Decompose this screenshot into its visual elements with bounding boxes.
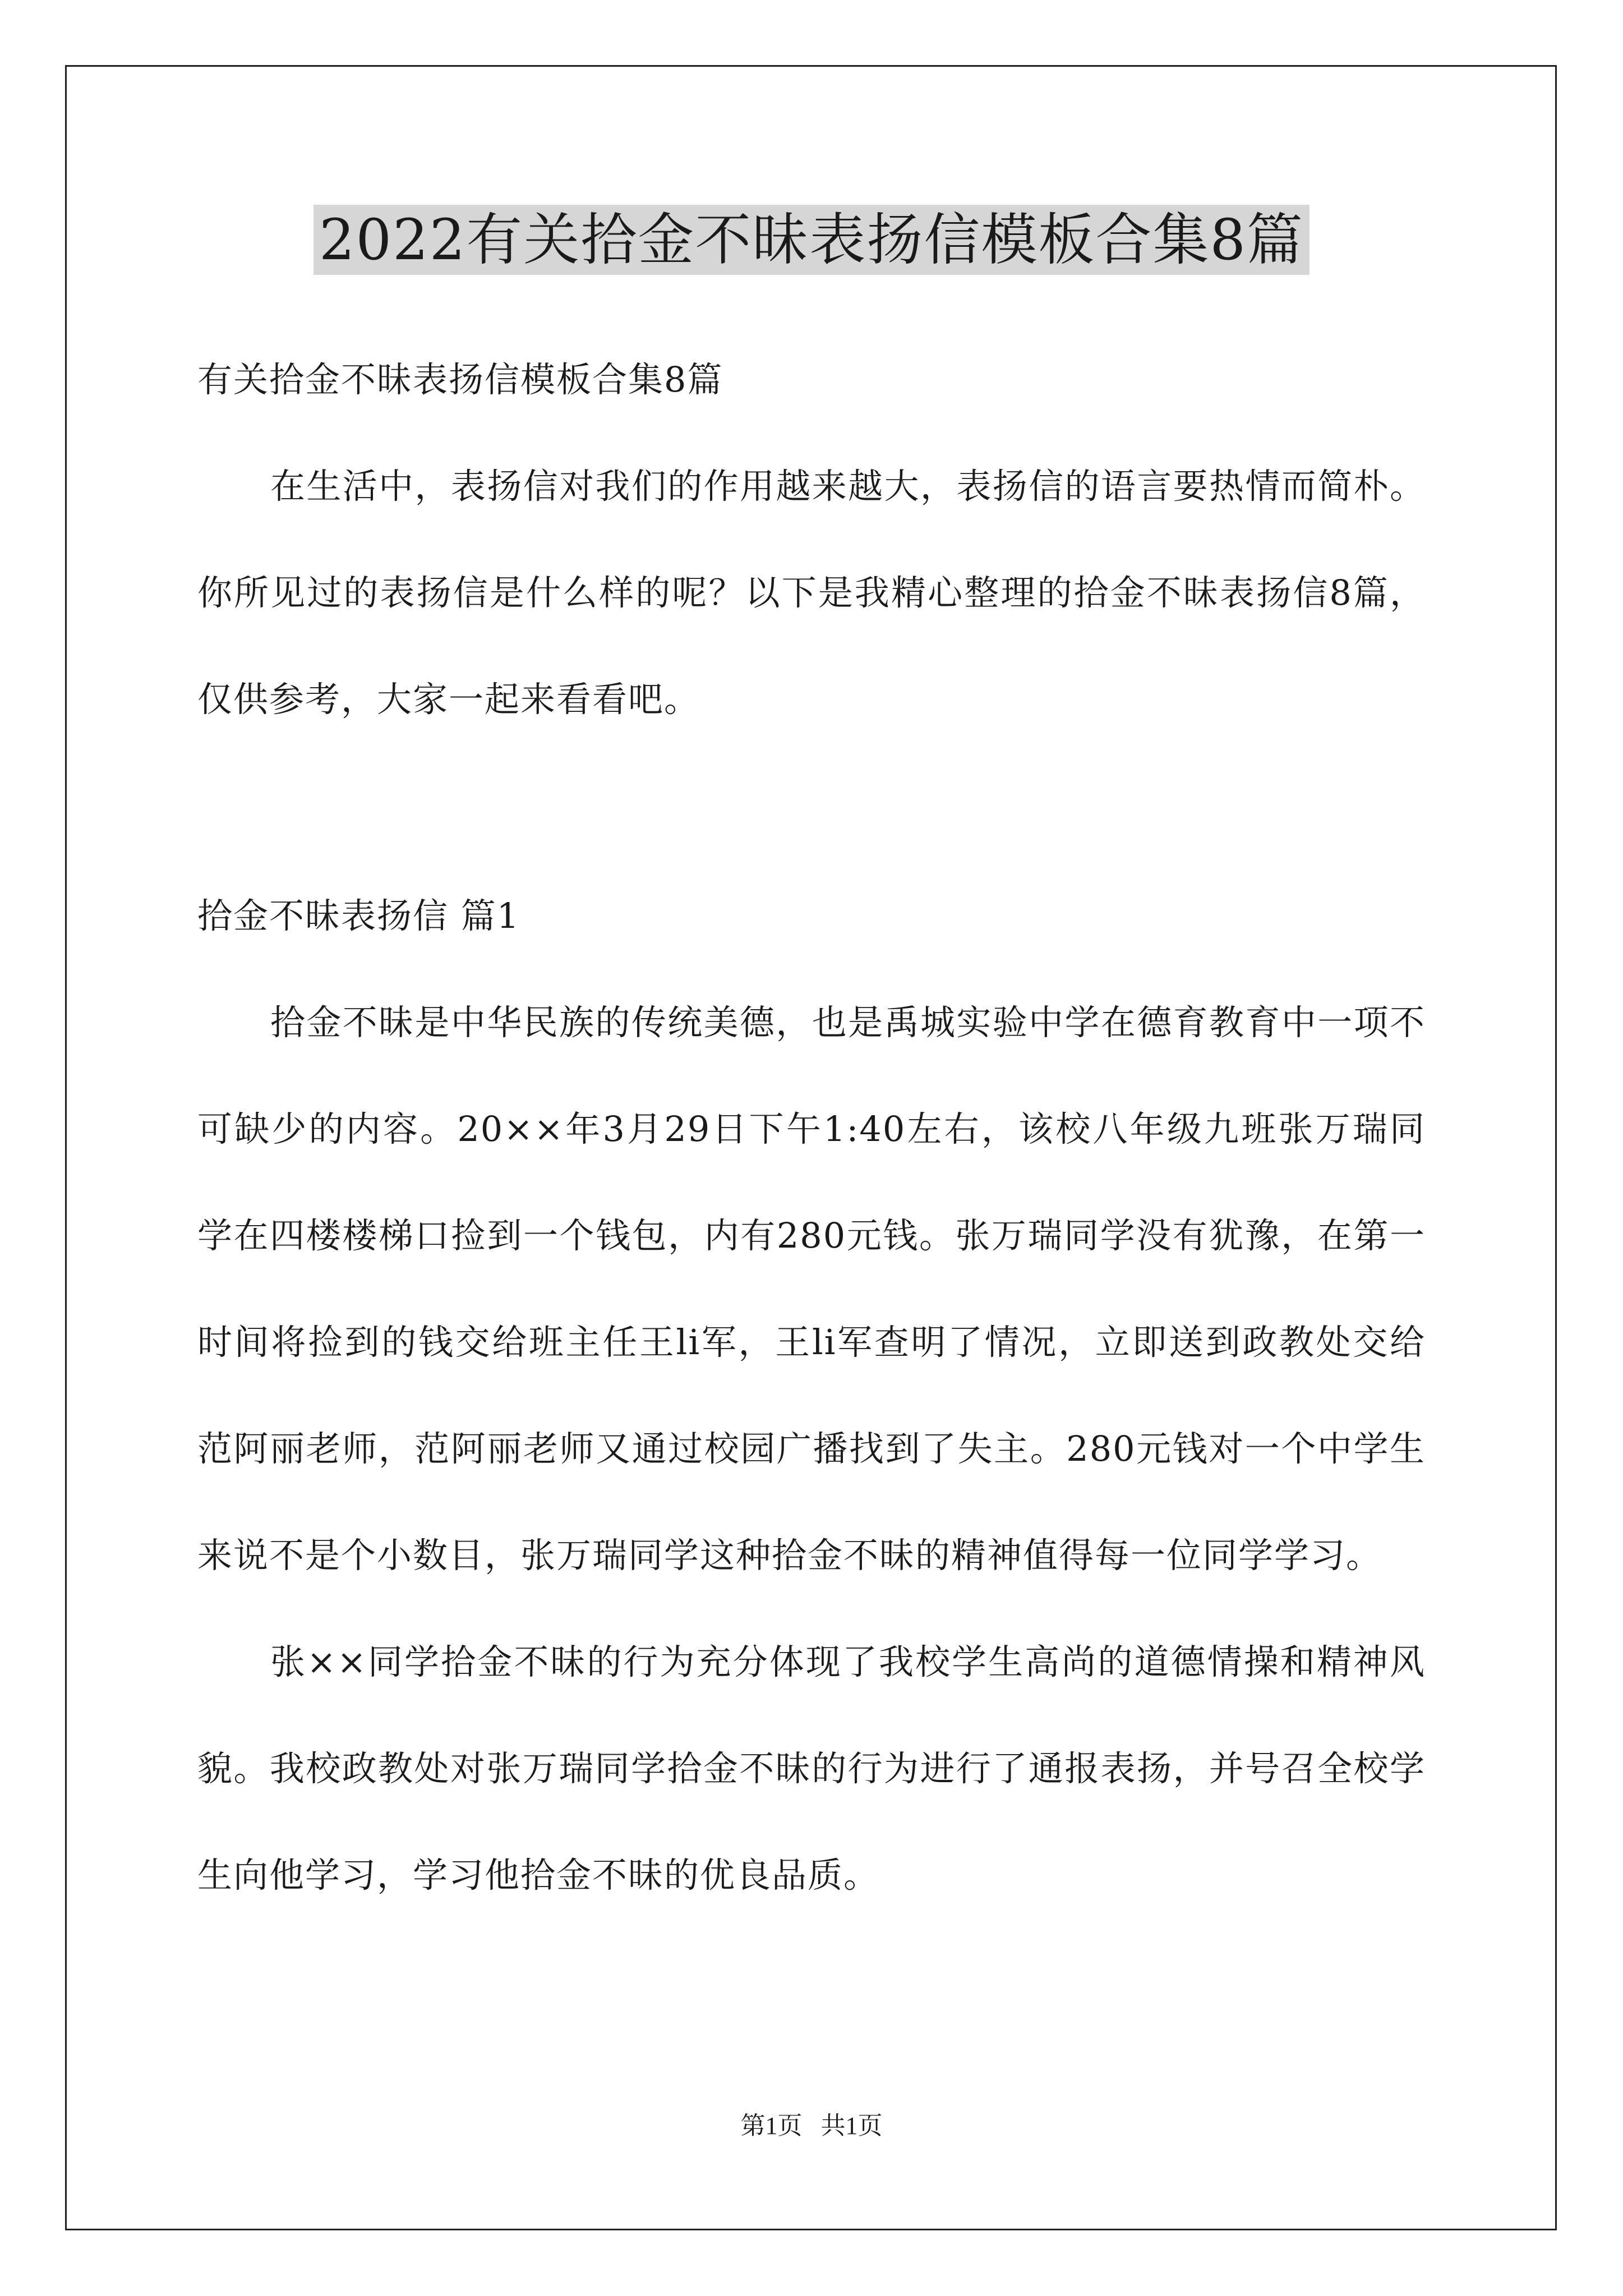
section-1-heading-text: 拾金不昧表扬信 篇1 — [197, 895, 520, 936]
page-footer — [0, 2109, 1623, 2143]
subtitle-text: 有关拾金不昧表扬信模板合集8篇 — [197, 359, 723, 400]
intro-section — [197, 433, 1426, 753]
document-title-text: 2022有关拾金不昧表扬信模板合集8篇 — [313, 205, 1310, 275]
section-1-paragraph-1: 拾金不昧是中华民族的传统美德，也是禹城实验中学在德育教育中一项不可缺少的内容。20××年3月29日下午1:40左右，该校八年级九班张万瑞同学在四楼楼梯口捡到一个钱包，内有280元钱。张万瑞同学没有犹豫，在第一时间将捡到的钱交给班主任王li军，王li军查明了情况，立即送到政教处交给范阿丽老师，范阿丽老师又通过校园广播找到了失主。280元钱对一个中学生来说不是个小数目，张万瑞同学这种拾金不昧的精神值得每一位同学学习。 — [197, 1002, 1426, 1576]
section-1-body — [197, 969, 1426, 1929]
document-title — [0, 201, 1623, 279]
document-subtitle — [197, 326, 1426, 433]
page-number: 第1页 共1页 — [740, 2112, 883, 2139]
intro-paragraph: 在生活中，表扬信对我们的作用越来越大，表扬信的语言要热情而简朴。你所见过的表扬信是什么样的呢？以下是我精心整理的拾金不昧表扬信8篇，仅供参考，大家一起来看看吧。 — [197, 466, 1426, 720]
section-1-heading — [197, 863, 1426, 969]
section-1-paragraph-2: 张××同学拾金不昧的行为充分体现了我校学生高尚的道德情操和精神风貌。我校政教处对张万瑞同学拾金不昧的行为进行了通报表扬，并号召全校学生向他学习，学习他拾金不昧的优良品质。 — [197, 1641, 1426, 1895]
